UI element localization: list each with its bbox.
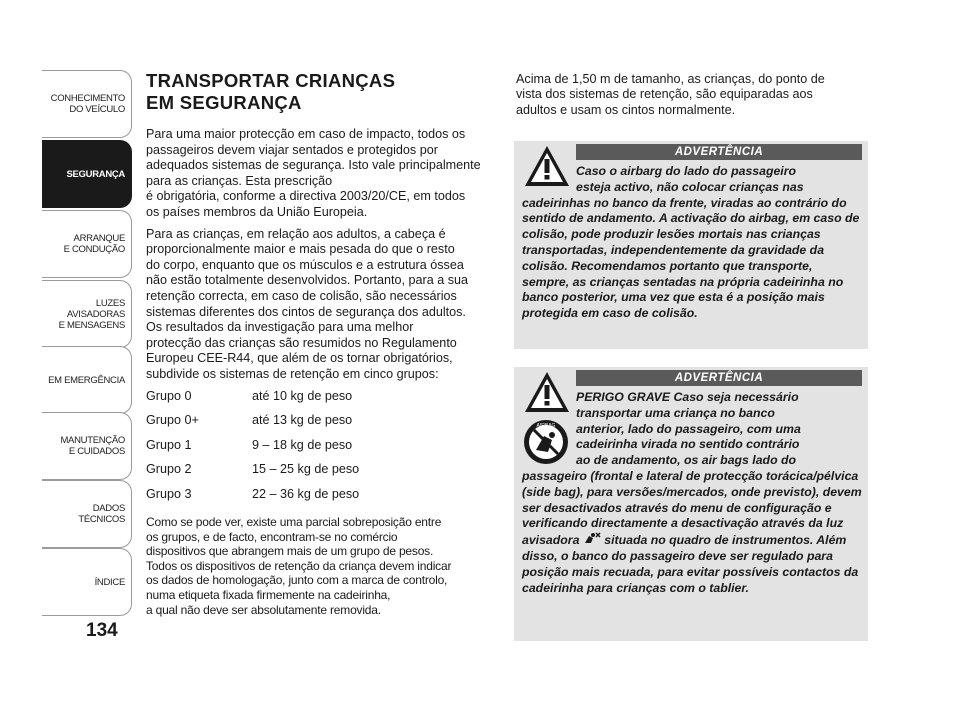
- warning-header: ADVERTÊNCIA: [576, 370, 862, 386]
- tab-manutencao-e-cuidados[interactable]: [42, 412, 132, 480]
- warning-lead-line: Caso o airbarg do lado do passageiro: [576, 164, 797, 178]
- airbag-deactivated-warning-light-icon: [583, 532, 601, 545]
- group-name: Grupo 0+: [146, 413, 199, 427]
- warning-lead-line: ao de andamento, os air bags lado do: [576, 453, 797, 468]
- warning-lead-line: transportar uma criança no banco: [576, 405, 775, 420]
- list-item: [146, 389, 494, 414]
- tab-label: LUZES AVISADORAS E MENSAGENS: [58, 297, 125, 331]
- warning-body: passageiro (frontal e lateral de protecção torácica/pélvica (side bag), para versões/mercados, onde previsto), devem ser desactivados através do menu de configuração e verificando directamente a desactivação através da luz avisadora: [522, 468, 862, 548]
- tab-indice[interactable]: [42, 548, 132, 616]
- list-item: [146, 487, 494, 512]
- page-number: 134: [86, 620, 118, 641]
- tab-label: ÍNDICE: [94, 576, 125, 588]
- paragraph-children-body: Para as crianças, em relação aos adultos, a cabeça é proporcionalmente maior e mais pesada do que o resto do corpo, enquanto que os músculos e a estrutura óssea não estão totalmente desenvolvidos. Portanto, para a sua retenção correcta, em caso de colisão, são necessários sistemas diferentes dos cintos de segurança dos adultos. Os resultados da investigação para uma melhor protecção das crianças são resumidos no Regulamento Europeu CEE-R44, que além de os tornar obrigatórios, subdivide os sistemas de retenção em cinco grupos:: [146, 226, 469, 381]
- warning-text: [522, 390, 862, 596]
- tab-arranque-e-conducao[interactable]: [42, 210, 132, 278]
- warning-lead: [522, 390, 862, 469]
- warning-lead-line: PERIGO GRAVE Caso seja necessário: [576, 390, 799, 404]
- group-name: Grupo 1: [146, 437, 192, 452]
- tab-label: ARRANQUE E CONDUÇÃO: [63, 233, 125, 255]
- tab-label: EM EMERGÊNCIA: [48, 374, 125, 386]
- warning-lead-line: anterior, lado do passageiro, com uma: [576, 421, 801, 436]
- warning-box-serious-danger: [514, 367, 868, 641]
- warning-body: cadeirinhas no banco da frente, viradas ao contrário do sentido de andamento. A activação do airbag, em caso de colisão, pode produzir lesões mortais nas crianças transportadas, independentemente da gravidade da colisão. Recomendamos portanto que transporte, sempre, as crianças sentadas na própria cadeirinha no banco posterior, uma vez que esta é a posição mais protegida em caso de colisão.: [522, 195, 860, 321]
- group-weight: até 13 kg de peso: [252, 413, 353, 427]
- tab-label: MANUTENÇÃO E CUIDADOS: [60, 435, 125, 457]
- warning-text: [522, 164, 862, 322]
- tab-conhecimento-do-veiculo[interactable]: [42, 70, 132, 138]
- warning-box-airbag-front: [514, 141, 868, 349]
- paragraph-adult-size: Acima de 1,50 m de tamanho, as crianças, do ponto de vista dos sistemas de retenção, são equiparadas aos adultos e usam os cintos normalmente.: [516, 72, 825, 117]
- group-weight: 9 – 18 kg de peso: [252, 437, 353, 452]
- tab-label: DADOS TÉCNICOS: [78, 503, 125, 525]
- page-title: TRANSPORTAR CRIANÇAS EM SEGURANÇA: [146, 70, 396, 113]
- airbag-label: AIRBAG: [536, 423, 556, 429]
- tab-dados-tecnicos[interactable]: [42, 480, 132, 548]
- paragraph-overlap-note: Como se pode ver, existe uma parcial sobreposição entre os grupos, e de facto, encontram-se no comércio dispositivos que abrangem mais de um grupo de pesos. Todos os dispositivos de retenção da criança devem indicar os dados de homologação, junto com a marca de controlo, numa etiqueta fixada firmemente na cadeirinha, a qual não deve ser absolutamente removida.: [146, 515, 452, 617]
- warning-body: situada no quadro de instrumentos. Além disso, o banco do passageiro deve ser regulado para posição mais recuada, para evitar possíveis contactos da cadeirinha para crianças com o tablier.: [522, 533, 859, 595]
- list-item: [146, 413, 494, 438]
- paragraph-intro: Para uma maior protecção em caso de impacto, todos os passageiros devem viajar sentados e protegidos por adequados sistemas de segurança. Isto vale principalmente para as crianças. Esta prescrição é obrigatória, conforme a directiva 2003/20/CE, em todos os países membros da União Europeia.: [146, 127, 481, 219]
- warning-lead: [522, 164, 862, 196]
- group-weight: 22 – 36 kg de peso: [252, 486, 360, 501]
- tab-label: CONHECIMENTO DO VEÍCULO: [50, 93, 125, 115]
- tab-seguranca[interactable]: [42, 140, 132, 208]
- tab-em-emergencia[interactable]: [42, 346, 132, 414]
- warning-lead-line: cadeirinha virada no sentido contrário: [576, 437, 800, 452]
- warning-header: ADVERTÊNCIA: [576, 144, 862, 160]
- group-weight: 15 – 25 kg de peso: [252, 462, 360, 476]
- tab-luzes-avisadoras[interactable]: [42, 280, 132, 348]
- left-column: [146, 127, 494, 623]
- warning-lead-line: esteja activo, não colocar crianças nas: [576, 179, 804, 194]
- tab-label: SEGURANÇA: [66, 168, 125, 180]
- weight-groups-list: [146, 389, 494, 512]
- list-item: [146, 438, 494, 463]
- group-weight: até 10 kg de peso: [252, 388, 353, 403]
- list-item: [146, 462, 494, 487]
- group-name: Grupo 2: [146, 462, 192, 476]
- group-name: Grupo 3: [146, 486, 192, 501]
- group-name: Grupo 0: [146, 388, 192, 403]
